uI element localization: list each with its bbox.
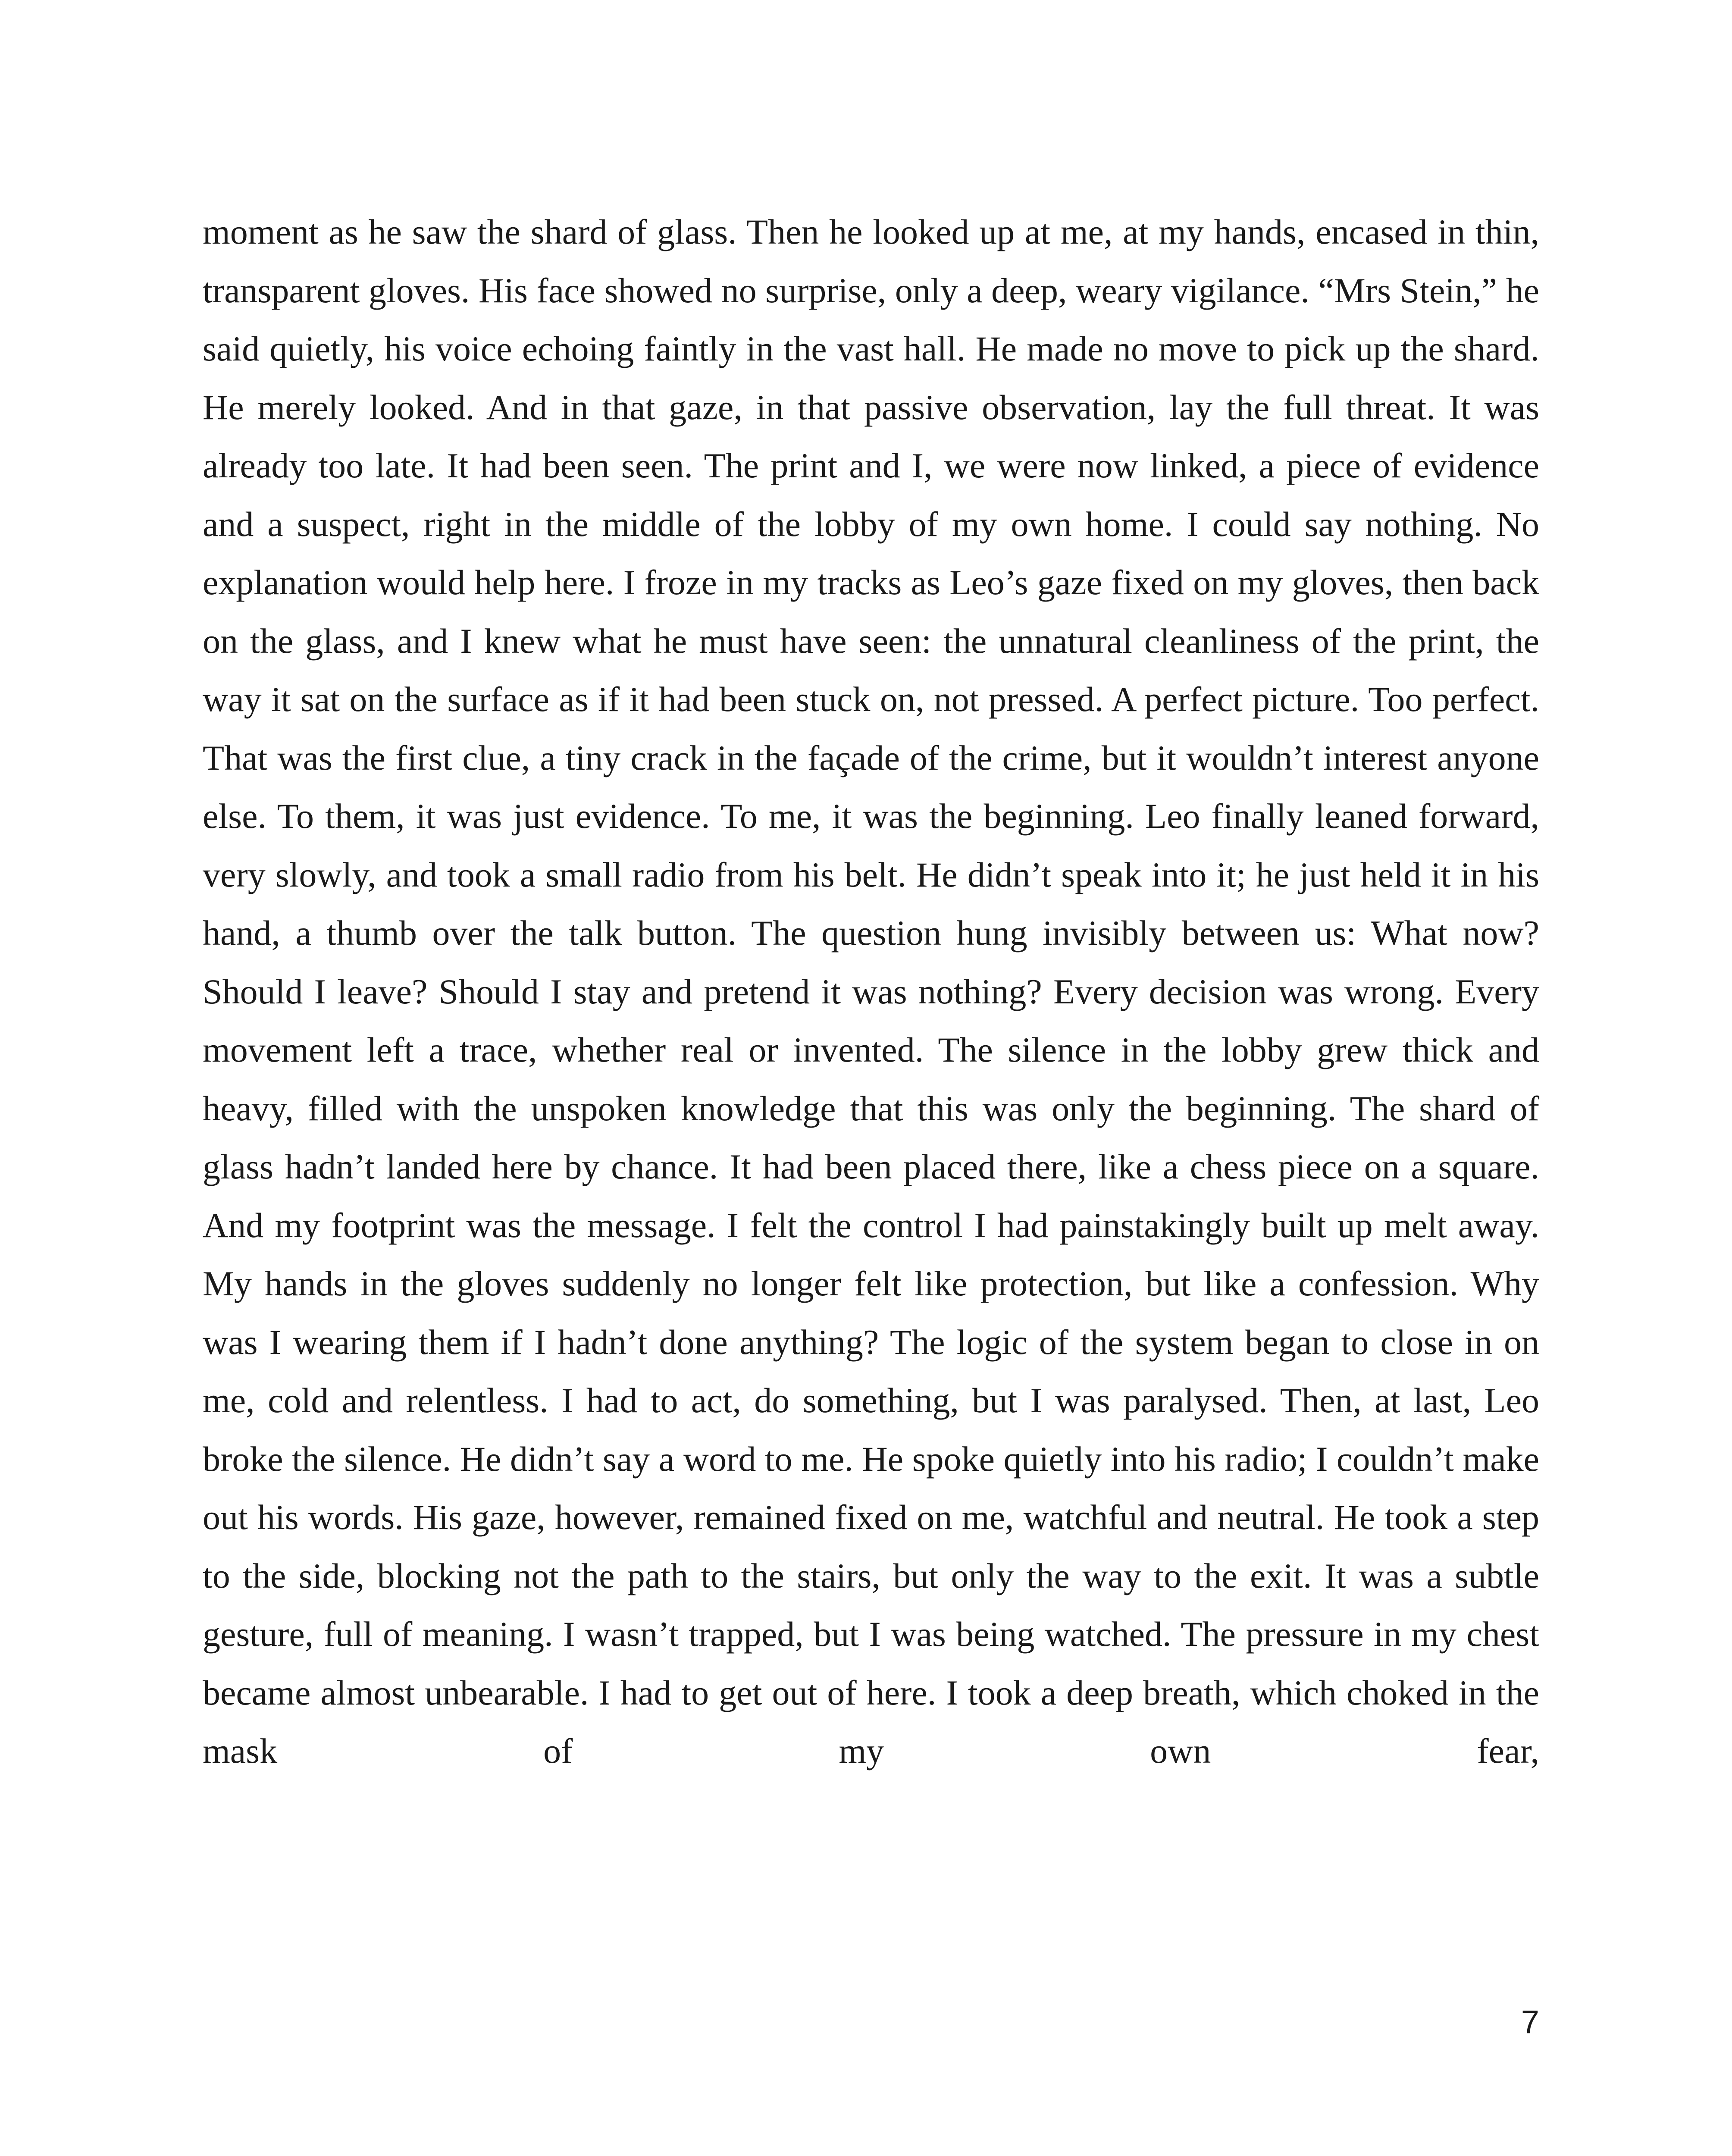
page-number: 7 [1521,2004,1539,2040]
body-paragraph: moment as he saw the shard of glass. Then he looked up at me, at my hands, encased in thin, transparent gloves. His face showed no surprise, only a deep, weary vigilance. “Mrs Stein,” he said quietly, his voice echoing faintly in the vast hall. He made no move to pick up the shard. He merely looked. And in that gaze, in that passive observation, lay the full threat. It was already too late. It had been seen. The print and I, we were now linked, a piece of evidence and a suspect, right in the middle of the lobby of my own home. I could say nothing. No explanation would help here. I froze in my tracks as Leo’s gaze fixed on my gloves, then back on the glass, and I knew what he must have seen: the unnatural cleanliness of the print, the way it sat on the surface as if it had been stuck on, not pressed. A perfect picture. Too perfect. That was the first clue, a tiny crack in the façade of the crime, but it wouldn’t interest anyone else. To them, it was just evidence. To me, it was the beginning. Leo finally leaned forward, very slowly, and took a small radio from his belt. He didn’t speak into it; he just held it in his hand, a thumb over the talk button. The question hung invisibly between us: What now? Should I leave? Should I stay and pretend it was nothing? Every decision was wrong. Every movement left a trace, whether real or invented. The silence in the lobby grew thick and heavy, filled with the unspoken knowledge that this was only the beginning. The shard of glass hadn’t landed here by chance. It had been placed there, like a chess piece on a square. And my footprint was the message. I felt the control I had painstakingly built up melt away. My hands in the gloves suddenly no longer felt like protection, but like a confession. Why was I wearing them if I hadn’t done anything? The logic of the system began to close in on me, cold and relentless. I had to act, do something, but I was paralysed. Then, at last, Leo broke the silence. He didn’t say a word to me. He spoke quietly into his radio; I couldn’t make out his words. His gaze, however, remained fixed on me, watchful and neutral. He took a step to the side, blocking not the path to the stairs, but only the way to the exit. It was a subtle gesture, full of meaning. I wasn’t trapped, but I was being watched. The pressure in my chest became almost unbearable. I had to get out of here. I took a deep breath, which choked in the mask of my own fear, [203,212,1539,1771]
